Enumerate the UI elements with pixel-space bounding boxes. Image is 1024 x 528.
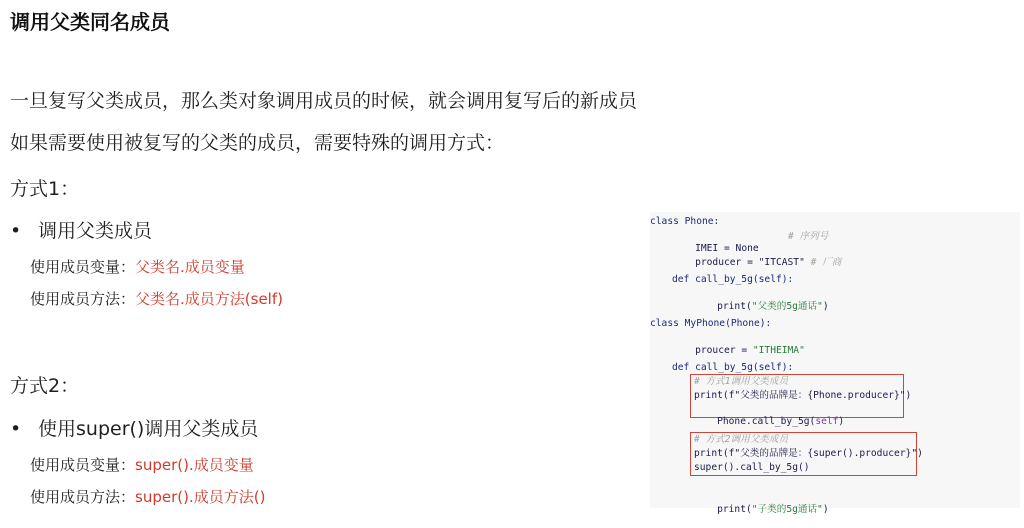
code-token: producer = "ITCAST"	[695, 257, 805, 268]
code-line: super().call_by_5g()	[694, 462, 810, 473]
method2-func-line	[30, 486, 265, 507]
method1-bullet	[10, 216, 152, 243]
var-syntax: 父类名.成员变量	[135, 258, 245, 276]
var-label: 使用成员变量：	[30, 258, 136, 276]
code-comment: # 厂商	[810, 257, 842, 268]
code-token: )	[822, 301, 829, 312]
method2-bullet-text: 使用super()调用父类成员	[38, 418, 259, 440]
code-line	[694, 492, 829, 528]
method1-heading: 方式1：	[10, 178, 80, 200]
code-token: print(	[717, 301, 752, 312]
code-line: def call_by_5g(self):	[672, 274, 794, 285]
code-line: print(f"父类的品牌是：{Phone.producer}")	[694, 390, 912, 401]
func-syntax: super().成员方法()	[135, 488, 266, 506]
code-token: Phone.call_by_5g(	[717, 416, 816, 427]
func-syntax: 父类名.成员方法(self)	[135, 290, 283, 308]
code-example	[650, 212, 1020, 515]
code-line: print(f"父类的品牌是：{super().producer}")	[694, 448, 923, 459]
code-self: self	[815, 416, 839, 427]
method1-func-line	[30, 288, 283, 309]
var-syntax: super().成员变量	[135, 456, 254, 474]
code-token: proucer =	[695, 345, 753, 356]
var-label: 使用成员变量：	[30, 456, 136, 474]
bullet-dot: •	[10, 220, 22, 242]
code-token: print(	[717, 504, 752, 515]
page-title: 调用父类同名成员	[10, 10, 170, 34]
code-comment: # 序列号	[788, 231, 829, 242]
code-line: def call_by_5g(self):	[672, 362, 794, 373]
code-string: "ITHEIMA"	[752, 345, 805, 356]
code-token: )	[838, 416, 845, 427]
method1-var-line	[30, 256, 245, 277]
code-token: )	[822, 504, 829, 515]
method2-heading: 方式2：	[10, 375, 80, 397]
func-label: 使用成员方法：	[30, 290, 136, 308]
code-line: class Phone:	[650, 216, 720, 227]
bullet-dot: •	[10, 418, 22, 440]
code-string: "父类的5g通话"	[751, 301, 823, 312]
special-call-description: 如果需要使用被复写的父类的成员，需要特殊的调用方式：	[10, 132, 505, 154]
override-description: 一旦复写父类成员，那么类对象调用成员的时候，就会调用复写后的新成员	[10, 90, 638, 112]
method2-bullet	[10, 414, 258, 441]
code-string: "子类的5g通话"	[751, 504, 823, 515]
code-comment: # 方式1调用父类成员	[694, 376, 789, 387]
code-line: class MyPhone(Phone):	[650, 318, 772, 329]
code-token: IMEI = None	[695, 243, 759, 254]
code-comment: # 方式2调用父类成员	[694, 434, 789, 445]
func-label: 使用成员方法：	[30, 488, 136, 506]
method2-var-line	[30, 454, 254, 475]
method1-bullet-text: 调用父类成员	[38, 220, 153, 242]
